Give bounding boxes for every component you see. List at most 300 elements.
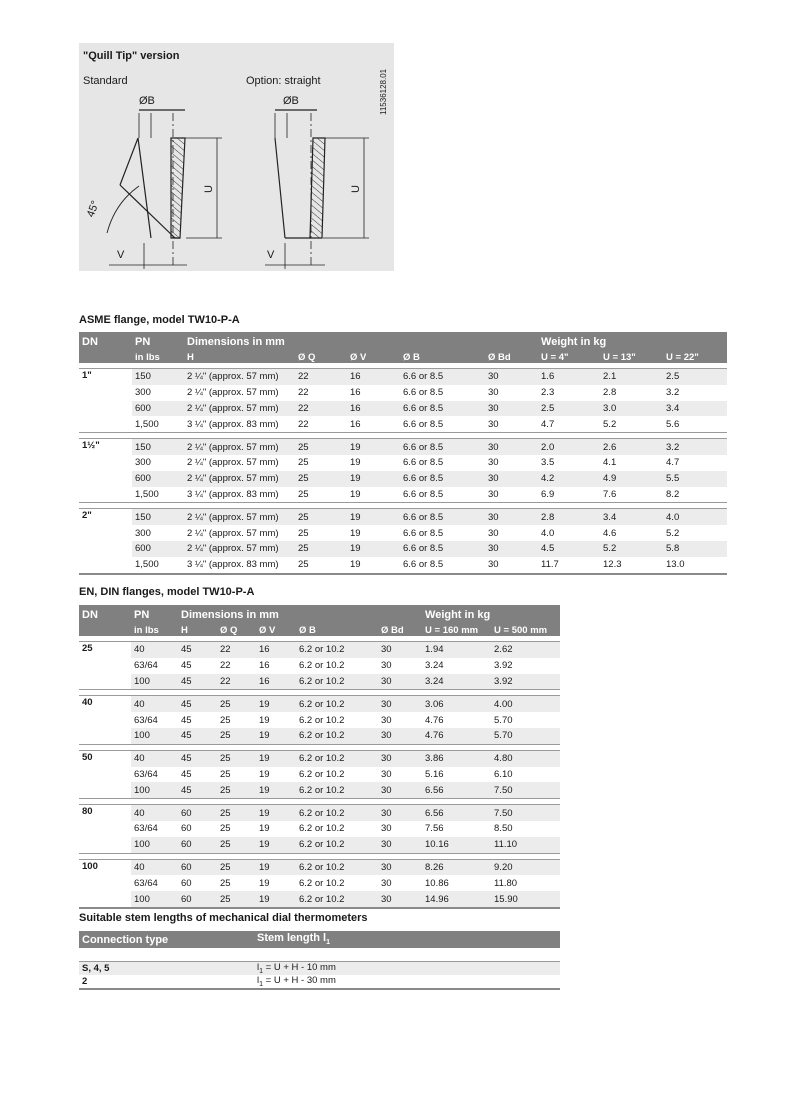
dn-cell <box>79 455 132 471</box>
table-row <box>79 805 560 821</box>
table-cell: 100 <box>131 837 178 853</box>
table-cell: 2 ¼" (approx. 57 mm) <box>184 471 295 487</box>
spacer-row <box>79 948 560 962</box>
option-label: Option: straight <box>246 75 321 87</box>
table-cell: 100 <box>131 782 178 798</box>
subheader-cell: U = 500 mm <box>491 624 560 636</box>
stem-formula-cell <box>254 962 560 976</box>
table-cell: 30 <box>378 805 422 821</box>
table-cell: 3.0 <box>600 401 663 417</box>
table-cell: 19 <box>256 728 296 744</box>
table-cell: 15.90 <box>491 891 560 908</box>
table-row <box>79 416 727 432</box>
table-cell: 6.2 or 10.2 <box>296 728 378 744</box>
table-cell: 600 <box>132 401 184 417</box>
col-dn: DN <box>79 605 131 624</box>
table-cell: 25 <box>217 750 256 766</box>
dn-cell: 1½" <box>79 439 132 455</box>
table-cell: 2.8 <box>538 509 600 525</box>
table-cell: 60 <box>178 805 217 821</box>
table-row <box>79 487 727 503</box>
table-cell: 6.6 or 8.5 <box>403 457 444 469</box>
table-cell: 3.86 <box>422 750 491 766</box>
en-din-flange-table <box>79 605 560 909</box>
table-cell: 11.7 <box>538 557 600 574</box>
table-cell: 19 <box>347 487 400 503</box>
table-cell: 63/64 <box>134 714 158 726</box>
table-cell: 4.5 <box>538 541 600 557</box>
table-row <box>79 385 727 401</box>
table-cell: 3.24 <box>425 660 444 672</box>
table-cell: 25 <box>298 457 309 469</box>
table-cell: 30 <box>378 859 422 875</box>
subheader-cell: U = 13" <box>600 351 663 363</box>
table-cell: 6.2 or 10.2 <box>299 768 345 780</box>
table-cell: 5.16 <box>425 768 444 780</box>
table-cell: 9.20 <box>491 859 560 875</box>
table-cell: 60 <box>178 837 217 853</box>
table-cell: 25 <box>217 859 256 875</box>
table-cell: 6.56 <box>422 782 491 798</box>
table-cell: 2 ¼" (approx. 57 mm) <box>187 387 279 399</box>
table-cell: 6.6 or 8.5 <box>400 401 485 417</box>
table-cell: 6.6 or 8.5 <box>400 416 485 432</box>
table-row <box>79 658 560 674</box>
dim-v-label-straight: V <box>267 249 275 261</box>
table-cell: 63/64 <box>134 660 158 672</box>
table-cell: 45 <box>178 750 217 766</box>
table-row <box>79 975 560 989</box>
table-cell: 30 <box>378 674 422 690</box>
table-cell: 6.2 or 10.2 <box>296 859 378 875</box>
table-cell: 3.5 <box>541 457 555 469</box>
table-cell: 30 <box>488 457 499 469</box>
table-cell: 5.70 <box>491 728 560 744</box>
table-cell: 6.2 or 10.2 <box>296 805 378 821</box>
table-cell: 30 <box>381 714 392 726</box>
table-cell: 3.2 <box>666 387 680 399</box>
spacer-cell <box>79 948 560 962</box>
subheader-cell: Ø B <box>400 351 485 363</box>
table-cell: 2 ¼" (approx. 57 mm) <box>184 369 295 385</box>
table-cell: 19 <box>256 696 296 712</box>
subheader-cell: Ø Q <box>217 624 256 636</box>
table-row <box>79 471 727 487</box>
table-cell: 30 <box>485 439 538 455</box>
table-cell: 30 <box>378 891 422 908</box>
table-cell: 5.2 <box>600 541 663 557</box>
table-cell: 5.6 <box>663 416 727 432</box>
table-cell: 4.80 <box>491 750 560 766</box>
table-cell: 2 ¼" (approx. 57 mm) <box>184 439 295 455</box>
table-cell: 4.0 <box>541 527 555 539</box>
table-cell: 30 <box>378 782 422 798</box>
table-cell: 40 <box>131 696 178 712</box>
table-cell: 19 <box>256 782 296 798</box>
col-pn: PN <box>131 605 178 624</box>
table-cell: 6.2 or 10.2 <box>299 660 345 672</box>
col-weight: Weight in kg <box>538 332 727 351</box>
table-cell: 3.4 <box>600 509 663 525</box>
table-cell: 60 <box>181 877 192 889</box>
table-cell: 30 <box>381 877 392 889</box>
stem-formula: = U + H - 10 mm <box>263 962 336 974</box>
dim-v-label-standard: V <box>117 249 125 261</box>
dim-u-label-straight: U <box>349 185 362 193</box>
dn-cell: 2" <box>79 509 132 525</box>
table-cell: 30 <box>381 660 392 672</box>
table-cell: 4.0 <box>663 509 727 525</box>
dim-b-label-straight: ØB <box>283 95 299 107</box>
col-dn: DN <box>79 332 132 351</box>
table-cell: 4.76 <box>425 714 444 726</box>
dim-u-label-standard: U <box>202 185 215 193</box>
subheader-cell: Ø Bd <box>485 351 538 363</box>
stem-symbol: l <box>257 975 260 987</box>
table-cell: 2.5 <box>538 401 600 417</box>
table-row <box>79 875 560 891</box>
dn-cell: 50 <box>79 750 131 766</box>
table-cell: 30 <box>485 557 538 574</box>
table-cell: 30 <box>485 509 538 525</box>
table-cell: 6.2 or 10.2 <box>299 714 345 726</box>
table-cell: 6.6 or 8.5 <box>400 369 485 385</box>
table-cell: 16 <box>347 401 400 417</box>
table-cell: 19 <box>350 527 361 539</box>
table-cell: 19 <box>256 805 296 821</box>
table-cell: 30 <box>381 768 392 780</box>
table-row <box>79 439 727 455</box>
table-cell: 6.6 or 8.5 <box>400 557 485 574</box>
table-cell: 30 <box>485 401 538 417</box>
table-cell: 150 <box>132 369 184 385</box>
table-cell: 2 ¼" (approx. 57 mm) <box>184 401 295 417</box>
table-cell: 19 <box>347 541 400 557</box>
table-cell: 3.06 <box>422 696 491 712</box>
table-row <box>79 696 560 712</box>
table-cell: 45 <box>181 660 192 672</box>
table-cell: 3 ¼" (approx. 83 mm) <box>184 416 295 432</box>
dn-cell <box>79 658 131 674</box>
table-cell: 45 <box>178 728 217 744</box>
table-cell: 40 <box>131 750 178 766</box>
table-cell: 7.56 <box>425 823 444 835</box>
table-cell: 25 <box>295 509 347 525</box>
table-cell: 4.76 <box>422 728 491 744</box>
subheader-cell: H <box>184 351 295 363</box>
table-cell: 30 <box>485 487 538 503</box>
col-dimensions: Dimensions in mm <box>178 605 422 624</box>
table-cell: 6.6 or 8.5 <box>400 487 485 503</box>
table-cell: 16 <box>350 387 361 399</box>
table-cell: 16 <box>256 674 296 690</box>
col-connection-type: Connection type <box>79 931 254 948</box>
table-cell: 6.56 <box>422 805 491 821</box>
thermowell-tip-sketch <box>79 43 394 271</box>
dn-cell <box>79 821 131 837</box>
table-cell: 4.6 <box>603 527 617 539</box>
table-cell: 6.6 or 8.5 <box>400 471 485 487</box>
dn-cell <box>79 401 132 417</box>
table-cell: 25 <box>295 439 347 455</box>
document-id: 11536128.01 <box>379 68 388 115</box>
stem-length-table <box>79 931 560 990</box>
col-pn: PN <box>132 332 184 351</box>
dn-cell: 80 <box>79 805 131 821</box>
table-cell: 2.1 <box>600 369 663 385</box>
table-cell: 19 <box>347 439 400 455</box>
table-cell: 22 <box>217 642 256 658</box>
table-cell: 30 <box>381 823 392 835</box>
dn-cell <box>79 471 132 487</box>
table-cell: 25 <box>220 823 231 835</box>
table-cell: 19 <box>347 509 400 525</box>
subheader-cell: U = 160 mm <box>422 624 491 636</box>
table-cell: 600 <box>132 541 184 557</box>
table-cell: 3.24 <box>422 674 491 690</box>
table-cell: 3 ¼" (approx. 83 mm) <box>184 487 295 503</box>
quill-tip-drawing <box>79 43 394 271</box>
table-cell: 8.50 <box>494 823 513 835</box>
table-cell: 100 <box>131 674 178 690</box>
table-row <box>79 891 560 908</box>
table-cell: 25 <box>220 714 231 726</box>
table-cell: 4.2 <box>538 471 600 487</box>
table-cell: 1.6 <box>538 369 600 385</box>
dn-cell <box>79 525 132 541</box>
table-cell: 19 <box>256 859 296 875</box>
table-cell: 22 <box>220 660 231 672</box>
subheader-cell: U = 4" <box>538 351 600 363</box>
dn-cell: 1" <box>79 369 132 385</box>
subheader-cell: in lbs <box>132 351 184 363</box>
table-cell: 4.1 <box>603 457 617 469</box>
table-cell: 25 <box>217 782 256 798</box>
table-cell: 6.6 or 8.5 <box>400 439 485 455</box>
col-stem-length: Stem length $l_1$ <box>254 931 560 948</box>
table-cell: 19 <box>256 837 296 853</box>
table-cell: 1,500 <box>132 416 184 432</box>
table-cell: 40 <box>131 642 178 658</box>
stem-subscript: 1 <box>259 967 264 975</box>
table-row <box>79 674 560 690</box>
table-cell: 19 <box>256 891 296 908</box>
table-cell: 30 <box>378 750 422 766</box>
table-cell: 30 <box>378 728 422 744</box>
table-cell: 19 <box>350 457 361 469</box>
dn-cell: 40 <box>79 696 131 712</box>
subheader-cell: Ø V <box>347 351 400 363</box>
table-cell: 6.2 or 10.2 <box>296 642 378 658</box>
table-cell: 3 ¼" (approx. 83 mm) <box>184 557 295 574</box>
table-cell: 6.2 or 10.2 <box>296 891 378 908</box>
dn-cell <box>79 891 131 908</box>
table-cell: 6.2 or 10.2 <box>299 877 345 889</box>
table-cell: 6.2 or 10.2 <box>296 750 378 766</box>
standard-label: Standard <box>83 75 128 87</box>
table-cell: 19 <box>259 714 270 726</box>
subheader-cell: Ø Bd <box>378 624 422 636</box>
table-cell: 3.4 <box>663 401 727 417</box>
table-row <box>79 712 560 728</box>
stem-symbol: l <box>257 962 260 974</box>
table-cell: 2.8 <box>603 387 617 399</box>
table-cell: 4.9 <box>600 471 663 487</box>
table-row <box>79 642 560 658</box>
dn-cell <box>79 767 131 783</box>
table-cell: 6.9 <box>538 487 600 503</box>
table-cell: 8.2 <box>663 487 727 503</box>
dn-cell <box>79 541 132 557</box>
dn-cell: 100 <box>79 859 131 875</box>
subheader-cell: in lbs <box>131 624 178 636</box>
table-cell: 1,500 <box>132 487 184 503</box>
table-cell: 40 <box>131 805 178 821</box>
table-cell: 2.5 <box>663 369 727 385</box>
table-cell: 63/64 <box>134 823 158 835</box>
table-row <box>79 767 560 783</box>
dn-cell <box>79 712 131 728</box>
table-cell: 1.94 <box>422 642 491 658</box>
table-cell: 14.96 <box>422 891 491 908</box>
table-cell: 30 <box>488 387 499 399</box>
table-cell: 25 <box>295 557 347 574</box>
table-cell: 11.10 <box>491 837 560 853</box>
table-row <box>79 821 560 837</box>
table-cell: 300 <box>135 457 151 469</box>
table-cell: 5.2 <box>666 527 680 539</box>
table-row <box>79 369 727 385</box>
dn-cell <box>79 674 131 690</box>
table-cell: 6.2 or 10.2 <box>296 782 378 798</box>
table-cell: 150 <box>132 439 184 455</box>
stem-subscript: 1 <box>259 980 264 988</box>
table-row <box>79 557 727 574</box>
table-cell: 60 <box>181 823 192 835</box>
table-cell: 30 <box>488 527 499 539</box>
table-cell: 25 <box>220 768 231 780</box>
dn-cell: 25 <box>79 642 131 658</box>
table-cell: 30 <box>485 416 538 432</box>
table-row <box>79 859 560 875</box>
table-cell: 60 <box>178 859 217 875</box>
table-cell: 150 <box>132 509 184 525</box>
table-cell: 30 <box>378 696 422 712</box>
table-cell: 30 <box>378 837 422 853</box>
table-cell: 16 <box>347 416 400 432</box>
table-cell: 45 <box>178 674 217 690</box>
table-cell: 4.00 <box>491 696 560 712</box>
table-cell: 19 <box>256 750 296 766</box>
table-cell: 4.7 <box>666 457 680 469</box>
table-cell: 10.86 <box>425 877 449 889</box>
table-cell: 1,500 <box>132 557 184 574</box>
table-cell: 2 ¼" (approx. 57 mm) <box>184 541 295 557</box>
table-cell: 6.6 or 8.5 <box>400 541 485 557</box>
table-cell: 25 <box>295 541 347 557</box>
table-cell: 25 <box>295 487 347 503</box>
table-cell: 7.50 <box>491 805 560 821</box>
table-row <box>79 509 727 525</box>
table-cell: 2.6 <box>600 439 663 455</box>
table-cell: 2 ¼" (approx. 57 mm) <box>187 527 279 539</box>
table-cell: 45 <box>178 782 217 798</box>
table-cell: 2.3 <box>541 387 555 399</box>
table-cell: 25 <box>217 728 256 744</box>
table-cell: 6.6 or 8.5 <box>403 527 444 539</box>
table-cell: 6.2 or 10.2 <box>296 674 378 690</box>
table-cell: 3.92 <box>494 660 513 672</box>
table-cell: 63/64 <box>134 768 158 780</box>
table-cell: 300 <box>135 387 151 399</box>
table-cell: 16 <box>347 369 400 385</box>
table-row <box>79 541 727 557</box>
table-cell: 45 <box>178 696 217 712</box>
table-cell: 22 <box>217 674 256 690</box>
dn-cell <box>79 728 131 744</box>
asme-table-title: ASME flange, model TW10-P-A <box>79 314 240 326</box>
table-cell: 100 <box>131 728 178 744</box>
table-cell: 100 <box>131 891 178 908</box>
drawing-title: "Quill Tip" version <box>83 50 180 62</box>
table-cell: 4.7 <box>538 416 600 432</box>
table-cell: 6.2 or 10.2 <box>299 823 345 835</box>
table-row <box>79 728 560 744</box>
table-cell: 22 <box>298 387 309 399</box>
table-cell: 19 <box>347 471 400 487</box>
table-cell: 30 <box>378 642 422 658</box>
stem-formula: = U + H - 30 mm <box>263 975 336 987</box>
table-cell: 45 <box>178 642 217 658</box>
table-cell: 12.3 <box>600 557 663 574</box>
col-weight: Weight in kg <box>422 605 560 624</box>
table-cell: 2.62 <box>491 642 560 658</box>
table-cell: 25 <box>217 891 256 908</box>
table-cell: 6.2 or 10.2 <box>296 837 378 853</box>
table-cell: 25 <box>298 527 309 539</box>
table-cell: 45 <box>181 714 192 726</box>
table-cell: 2 ¼" (approx. 57 mm) <box>184 509 295 525</box>
table-row <box>79 750 560 766</box>
table-cell: 25 <box>217 837 256 853</box>
table-cell: 22 <box>295 416 347 432</box>
asme-flange-table <box>79 332 727 575</box>
table-cell: 16 <box>259 660 270 672</box>
subheader-cell: H <box>178 624 217 636</box>
table-cell: 6.6 or 8.5 <box>400 509 485 525</box>
table-row <box>79 837 560 853</box>
table-row <box>79 525 727 541</box>
table-cell: 16 <box>256 642 296 658</box>
table-cell: 22 <box>295 369 347 385</box>
table-cell: 25 <box>295 471 347 487</box>
table-cell: 19 <box>259 823 270 835</box>
table-cell: 5.8 <box>663 541 727 557</box>
table-cell: 3.92 <box>491 674 560 690</box>
table-cell: 63/64 <box>134 877 158 889</box>
angle-label: 45° <box>84 199 102 219</box>
dn-cell <box>79 875 131 891</box>
table-row <box>79 455 727 471</box>
stem-table-title: Suitable stem lengths of mechanical dial thermometers <box>79 912 368 924</box>
table-cell: 300 <box>135 527 151 539</box>
table-cell: 3.2 <box>663 439 727 455</box>
table-row <box>79 782 560 798</box>
table-cell: 25 <box>217 696 256 712</box>
dn-cell <box>79 487 132 503</box>
table-cell: 6.6 or 8.5 <box>403 387 444 399</box>
table-row <box>79 962 560 976</box>
